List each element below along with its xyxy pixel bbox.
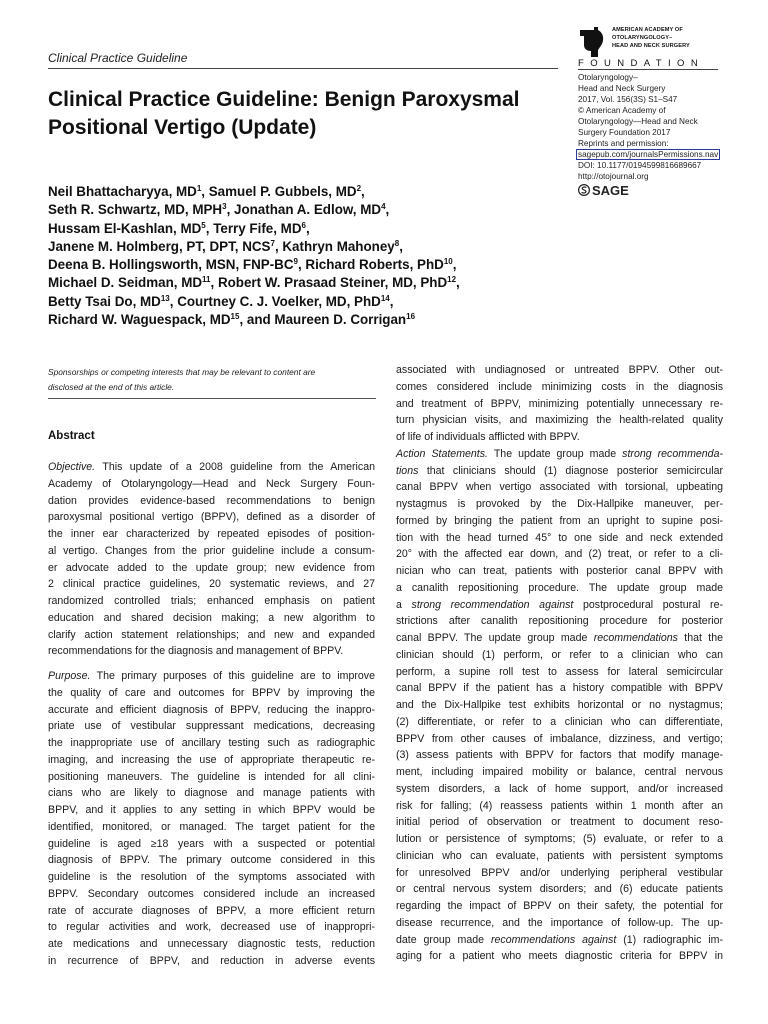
author-line: Janene M. Holmberg, PT, DPT, NCS$^7$, Kathryn Mahoney$^8$, [48, 238, 403, 254]
journal-meta [578, 72, 728, 196]
logo-foundation-text: FOUNDATION [578, 58, 705, 69]
author-line: Deena B. Hollingsworth, MSN, FNP-$BC^9$, Richard Roberts, PhD$^{10}$, [48, 257, 457, 273]
doi: DOI: 10.1177/0194599816689667 [578, 161, 702, 170]
publisher-name: SAGE [592, 182, 629, 198]
abstract-column-right [396, 362, 723, 965]
copyright-1: © American Academy of [578, 106, 666, 115]
author-line: Richard W. Waguespack, MD$^{15}$, and Maureen D. Corrigan$^{16}$ [48, 312, 416, 328]
copyright-3: Surgery Foundation 2017 [578, 128, 671, 137]
author-line: Betty Tsai Do, MD$^{13}$, Courtney C. J. Voelker, MD, PhD$^{14}$, [48, 293, 394, 309]
author-line: Neil Bhattacharyya, $MD^1$, Samuel P. Gubbels, $MD^2$, [48, 184, 365, 199]
copyright-2: Otolaryngology—Head and Neck [578, 117, 698, 126]
permissions-link[interactable]: sagepub.com/journalsPermissions.nav [578, 150, 719, 159]
reprints-label: Reprints and permission: [578, 139, 669, 148]
objective-paragraph: Objective. This update of a 2008 guideline from the American Academy of Otolaryngology—Head and Neck Surgery Foun- dation provides evidence-based recommendations to benign paroxysmal positional vertigo (BPPV), defined as a disorder of the inner ear characterized by repeated episodes of position- al vertigo. Changes from the prior guideline include a consum- er advocate added to the update group; new evidence from 2 clinical practice guidelines, 20 systematic reviews, and 27 randomized controlled trials; enhanced emphasis on patient education and shared decision making; a new algorithm to clarify action statement relationships; and new and expanded recommendations for the diagnosis and management of BPPV. [48, 461, 375, 658]
article-title: Clinical Practice Guideline: Benign Paroxysmal Positional Vertigo (Update) [48, 88, 520, 139]
author-list [48, 183, 568, 329]
abstract-column-left [48, 459, 375, 970]
logo-rule [578, 69, 718, 70]
sage-logo [578, 184, 728, 196]
sponsorship-rule [48, 398, 376, 399]
journal-name-1: Otolaryngology– [578, 73, 638, 82]
author-line: Hussam El-Kashlan, $MD^5$, Terry Fife, $MD^6$, [48, 220, 310, 236]
outcomes-paragraph: associated with undiagnosed or untreated BPPV. Other out- comes considered include minimizing costs in the diagnosis and treatment of BPPV, minimizing potentially unnecessary re- turn physician visits, and maximizing the health-related quality of life of individuals afflicted with BPPV. [396, 364, 723, 443]
sponsorship-note: Sponsorships or competing interests that may be relevant to content are disclosed at the end of this article. [48, 367, 316, 392]
journal-name-2: Head and Neck Surgery [578, 84, 666, 93]
logo-mark-icon [578, 27, 606, 57]
author-line: Michael D. Seidman, MD$^{11}$, Robert W. Prasaad Steiner, MD, PhD$^{12}$, [48, 275, 460, 291]
purpose-paragraph: Purpose. The primary purposes of this guideline are to improve the quality of care and outcomes for BPPV by improving the accurate and efficient diagnosis of BPPV, reducing the inappro- priate use of vestibular suppressant medications, decreasing the inappropriate use of ancillary testing such as radiographic imaging, and increasing the use of appropriate therapeutic re- positioning maneuvers. The guideline is intended for all clini- cians who are likely to diagnose and manage patients with BPPV, and it applies to any setting in which BPPV would be identified, monitored, or managed. The target patient for the guideline is aged ≥18 years with a suspected or potential diagnosis of BPPV. The primary outcome considered in this guideline is the resolution of the symptoms associated with BPPV. Secondary outcomes considered include an increased rate of accurate diagnoses of BPPV, a more efficient return to regular activities and work, decreased use of inappropri- ate medications and unnecessary diagnostic tests, reduction in recurrence of BPPV, and reduction in adverse events [48, 670, 375, 967]
journal-website: http://otojournal.org [578, 172, 649, 181]
header-rule [48, 68, 558, 69]
action-statements-paragraph: Action Statements. The update group made strong recommenda- tions that clinicians should (1) diagnose posterior semicircular canal BPPV when vertigo associated with torsional, upbeating nystagmus is provoked by the Dix-Hallpike maneuver, per- formed by bringing the patient from an upright to supine posi- tion with the head turned 45° to one side and neck extended 20° with the affected ear down, and (2) treat, or refer to a cli- nician who can treat, patients with posterior canal BPPV with a canalith repositioning procedure. The update group made a strong recommendation against postprocedural postural re- strictions after canalith repositioning procedure for posterior canal BPPV. The update group made recommendations that the clinician should (1) perform, or refer to a clinician who can perform, a supine roll test to assess for lateral semicircular canal BPPV if the patient has a history compatible with BPPV and the Dix-Hallpike test exhibits horizontal or no nystagmus; (2) differentiate, or refer to a clinician who can differentiate, BPPV from other causes of imbalance, dizziness, and vertigo; (3) assess patients with BPPV for factors that modify manage- ment, including impaired mobility or balance, central nervous system disorders, a lack of home support, and/or increased risk for falling; (4) reassess patients within 1 month after an initial period of observation or treatment to document reso- lution or persistence of symptoms; (5) evaluate, or refer to a clinician who can evaluate, patients with persistent symptoms for unresolved BPPV and/or underlying peripheral vestibular or central nervous system disorders; and (6) educate patients regarding the impact of BPPV on their safety, the potential for disease recurrence, and the importance of follow-up. The up- date group made recommendations against (1) radiographic im- aging for a patient who meets diagnostic criteria for BPPV in [396, 447, 723, 963]
citation: 2017, Vol. 156(3S) S1–S47 [578, 95, 678, 104]
abstract-heading: Abstract [48, 430, 95, 442]
logo-text: AMERICAN ACADEMY OF OTOLARYNGOLOGY– HEAD AND NECK SURGERY [612, 27, 690, 49]
sage-circle-icon [578, 184, 590, 196]
author-line: Seth R. Schwartz, MD, MPH$^3$, Jonathan A. Edlow, $MD^4$, [48, 202, 390, 218]
section-label: Clinical Practice Guideline [48, 51, 188, 65]
